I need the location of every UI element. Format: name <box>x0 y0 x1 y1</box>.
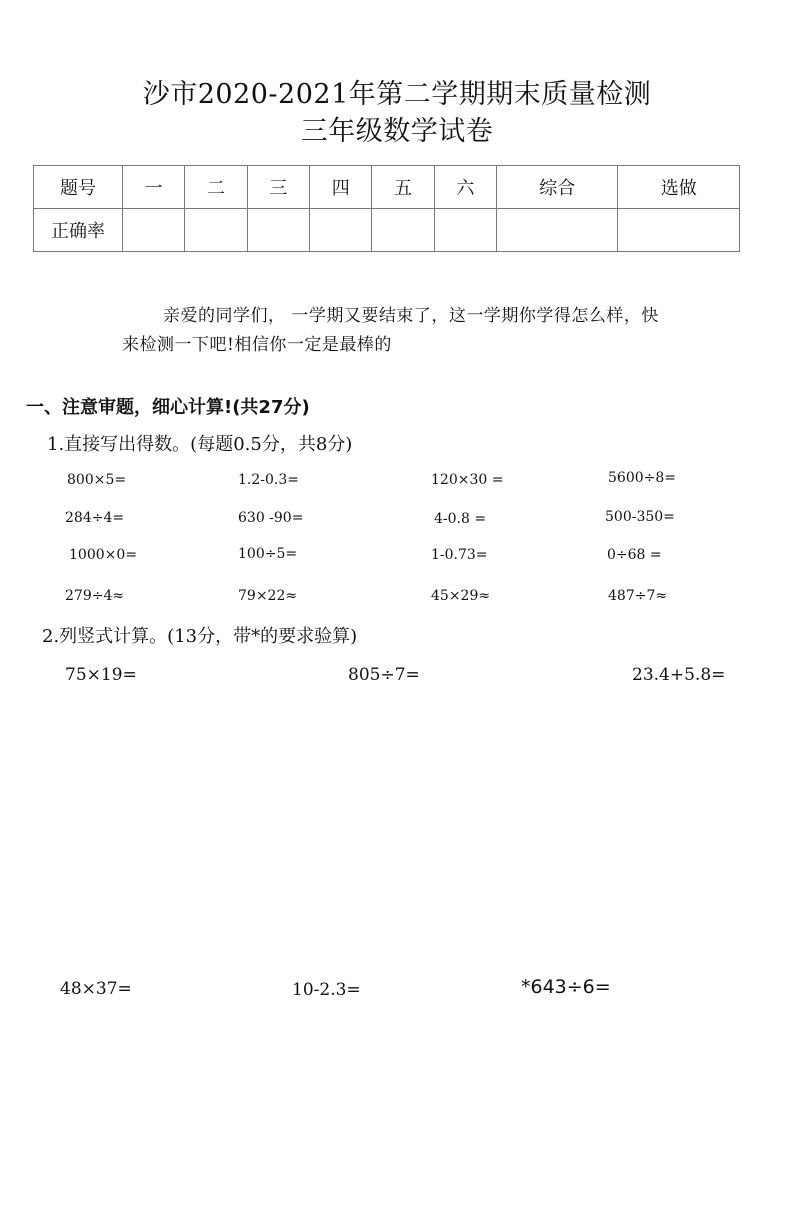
score-table <box>33 165 740 252</box>
problem-item: 100÷5= <box>238 546 298 562</box>
vertical-calc-item: 23.4+5.8= <box>632 665 726 685</box>
vertical-calc-item: 48×37= <box>60 979 132 999</box>
accuracy-cell <box>310 209 372 252</box>
accuracy-cell <box>123 209 185 252</box>
accuracy-cell <box>185 209 247 252</box>
vertical-calc-item-verify: *643÷6= <box>521 976 611 998</box>
vertical-calc-item: 805÷7= <box>348 665 420 685</box>
score-table-accuracy-row <box>34 209 740 252</box>
problem-item: 45×29≈ <box>431 588 491 604</box>
score-table-header-row <box>34 166 740 209</box>
problem-item: 284÷4= <box>65 510 125 526</box>
accuracy-cell <box>618 209 740 252</box>
header-cell-2: 二 <box>185 166 247 209</box>
row-label-accuracy: 正确率 <box>34 209 123 252</box>
header-cell-1: 一 <box>123 166 185 209</box>
problem-item: 1-0.73= <box>431 547 488 563</box>
problem-item: 5600÷8= <box>608 470 676 486</box>
exam-title: 沙市2020-2021年第二学期期末质量检测 <box>142 79 652 110</box>
question-1-title: 1.直接写出得数。(每题0.5分，共8分) <box>47 434 353 455</box>
intro-line-1: 亲爱的同学们， 一学期又要结束了，这一学期你学得怎么样，快 <box>163 306 659 326</box>
accuracy-cell <box>247 209 309 252</box>
exam-subtitle: 三年级数学试卷 <box>300 116 494 147</box>
problem-item: 4-0.8 = <box>434 511 487 527</box>
problem-item: 1000×0= <box>69 547 137 563</box>
problem-item: 120×30 = <box>431 472 504 488</box>
header-cell-6: 六 <box>434 166 496 209</box>
problem-item: 0÷68 = <box>607 547 662 563</box>
accuracy-cell <box>434 209 496 252</box>
vertical-calc-item: 75×19= <box>65 665 137 685</box>
problem-item: 79×22≈ <box>238 588 298 604</box>
question-2-title: 2.列竖式计算。(13分，带*的要求验算) <box>42 626 358 647</box>
problem-item: 1.2-0.3= <box>238 472 299 488</box>
header-cell-question-number: 题号 <box>34 166 123 209</box>
problem-item: 500-350= <box>605 509 675 525</box>
header-cell-comprehensive: 综合 <box>497 166 618 209</box>
vertical-calc-item: 10-2.3= <box>292 980 361 1000</box>
accuracy-cell <box>497 209 618 252</box>
header-cell-optional: 选做 <box>618 166 740 209</box>
header-cell-3: 三 <box>247 166 309 209</box>
accuracy-cell <box>372 209 434 252</box>
intro-line-2: 来检测一下吧!相信你一定是最棒的 <box>122 335 392 355</box>
header-cell-4: 四 <box>310 166 372 209</box>
header-cell-5: 五 <box>372 166 434 209</box>
problem-item: 279÷4≈ <box>65 588 125 604</box>
problem-item: 800×5= <box>67 472 127 488</box>
problem-item: 487÷7≈ <box>608 588 668 604</box>
section-1-title: 一、注意审题，细心计算!(共27分) <box>26 397 310 418</box>
problem-item: 630 -90= <box>238 510 304 526</box>
